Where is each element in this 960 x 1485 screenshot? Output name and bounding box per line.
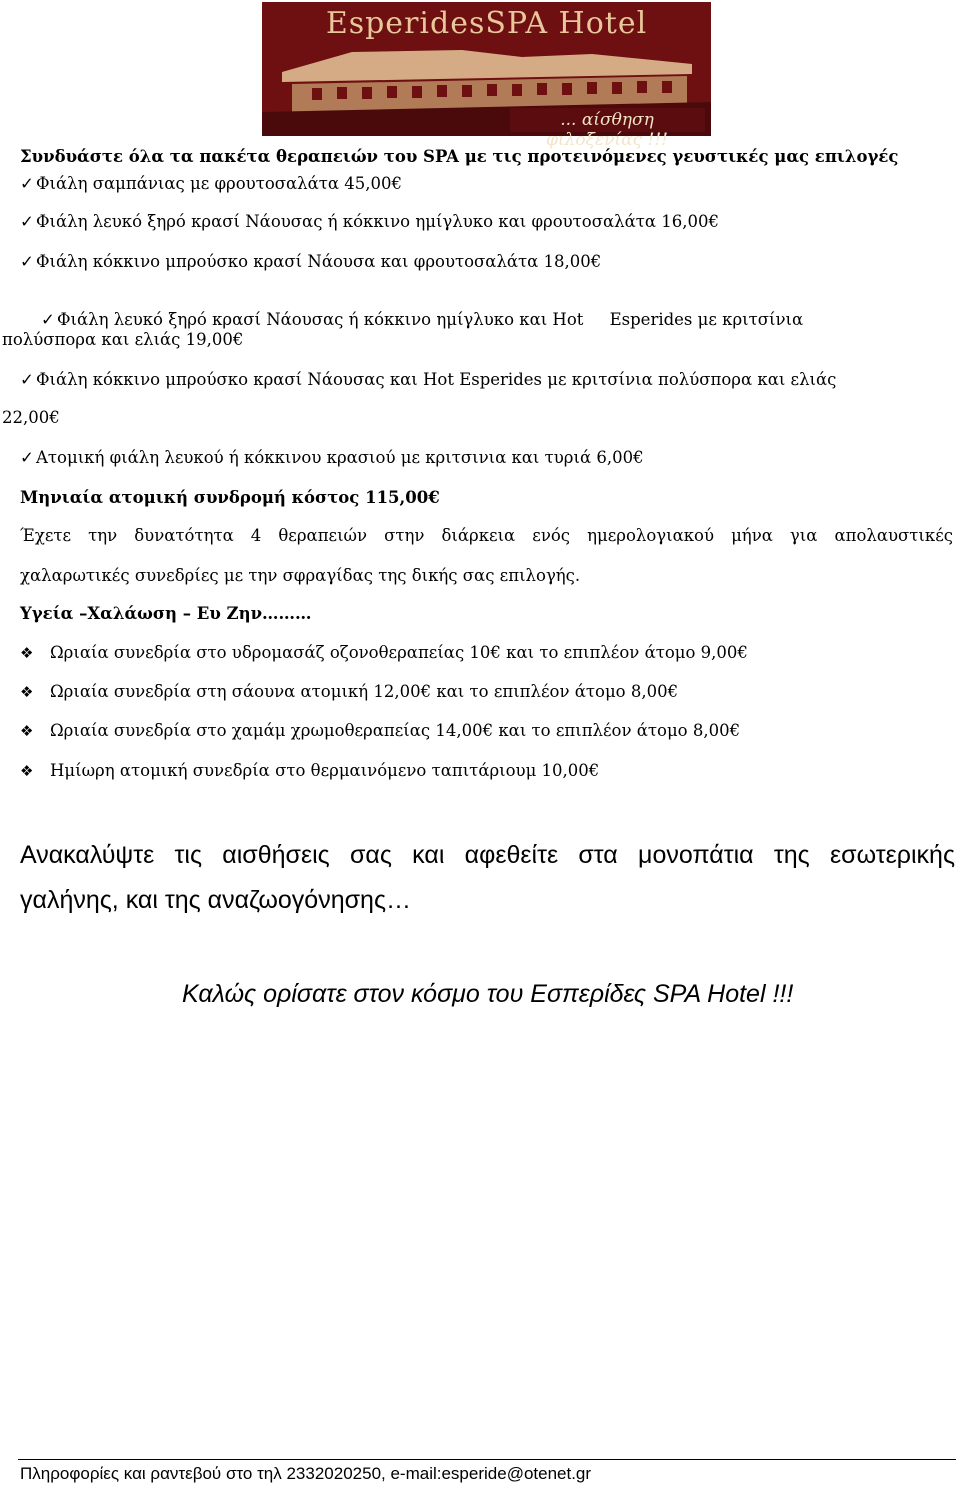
list-item-text: Φιάλη λευκό ξηρό κρασί Νάουσας ή κόκκινο ημίγλυκο και φρουτοσαλάτα 16,00€ [36, 212, 719, 231]
subscription-text-line: Έχετε την δυνατότητα 4 θεραπειών στην διάρκεια ενός ημερολογιακού μήνα για απολαυστικές [20, 526, 953, 545]
diamond-bullet-icon: ❖ [20, 762, 34, 780]
list-item [20, 252, 601, 272]
list-item [20, 682, 678, 702]
list-item [20, 174, 402, 194]
subscription-text-line: χαλαρωτικές συνεδρίες με την σφραγίδας της δικής σας επιλογής. [20, 566, 581, 585]
list-item-text: Ωριαία συνεδρία στη σάουνα ατομική 12,00€ και το επιπλέον άτομο 8,00€ [50, 682, 679, 701]
closing-text-line: γαλήνης, και της αναζωογόνησης… [20, 886, 411, 914]
list-item-text: Φιάλη κόκκινο μπρούσκο κρασί Νάουσας και Hot Esperides με κριτσίνια πολύσπορα και ελιάς [36, 370, 837, 389]
list-item-text: Ημίωρη ατομική συνεδρία στο θερμαινόμενο ταπιτάριουμ 10,00€ [50, 761, 600, 780]
checkmark-icon: ✓ [20, 252, 34, 271]
hotel-logo [262, 2, 711, 150]
welcome-message: Καλώς ορίσατε στον κόσμο του Εσπερίδες SPA Hotel !!! [182, 980, 794, 1008]
logo-tagline: ... αίσθηση φιλοξενίας !!! [546, 110, 668, 150]
checkmark-icon: ✓ [20, 370, 34, 389]
checkmark-icon: ✓ [20, 212, 34, 231]
checkmark-icon: ✓ [40, 310, 55, 329]
list-item-text: Ωριαία συνεδρία στο υδρομασάζ οζονοθεραπείας 10€ και το επιπλέον άτομο 9,00€ [50, 643, 748, 662]
list-item [20, 761, 599, 781]
list-item-continuation: πολύσπορα και ελιάς 19,00€ [2, 330, 244, 349]
list-item [20, 370, 836, 390]
closing-text-line: Ανακαλύψτε τις αισθήσεις σας και αφεθείτε στα μονοπάτια της εσωτερικής [20, 841, 955, 869]
checkmark-icon: ✓ [20, 174, 34, 193]
footer-contact: Πληροφορίες και ραντεβού στο τηλ 2332020250, e-mail:esperide@otenet.gr [20, 1464, 592, 1483]
list-item-text: Φιάλη λευκό ξηρό κρασί Νάουσας ή κόκκινο ημίγλυκο και Hot Esperides με κριτσίνια [56, 310, 804, 329]
wellness-heading: Υγεία –Χαλάωση – Ευ Ζην……… [20, 604, 312, 623]
list-item-text: Ωριαία συνεδρία στο χαμάμ χρωμοθεραπείας 14,00€ και το επιπλέον άτομο 8,00€ [50, 721, 741, 740]
checkmark-icon: ✓ [20, 448, 34, 467]
list-item [20, 721, 740, 741]
footer-divider [18, 1459, 956, 1460]
diamond-bullet-icon: ❖ [20, 722, 34, 740]
list-item-text: Ατομική φιάλη λευκού ή κόκκινου κρασιού με κριτσινια και τυριά 6,00€ [36, 448, 644, 467]
list-item [20, 212, 719, 232]
list-item-continuation: 22,00€ [2, 408, 60, 427]
logo-title: EsperidesSPA Hotel [325, 6, 648, 41]
diamond-bullet-icon: ❖ [20, 644, 34, 662]
packages-heading: Συνδυάστε όλα τα πακέτα θεραπειών του SPA με τις προτεινόμενες γευστικές μας επιλογές [20, 147, 899, 166]
list-item-text: Φιάλη σαμπάνιας με φρουτοσαλάτα 45,00€ [36, 174, 403, 193]
list-item [20, 448, 644, 468]
diamond-bullet-icon: ❖ [20, 683, 34, 701]
list-item-text: Φιάλη κόκκινο μπρούσκο κρασί Νάουσα και φρουτοσαλάτα 18,00€ [36, 252, 602, 271]
subscription-heading: Μηνιαία ατομική συνδρομή κόστος 115,00€ [20, 488, 440, 507]
list-item [20, 643, 748, 663]
